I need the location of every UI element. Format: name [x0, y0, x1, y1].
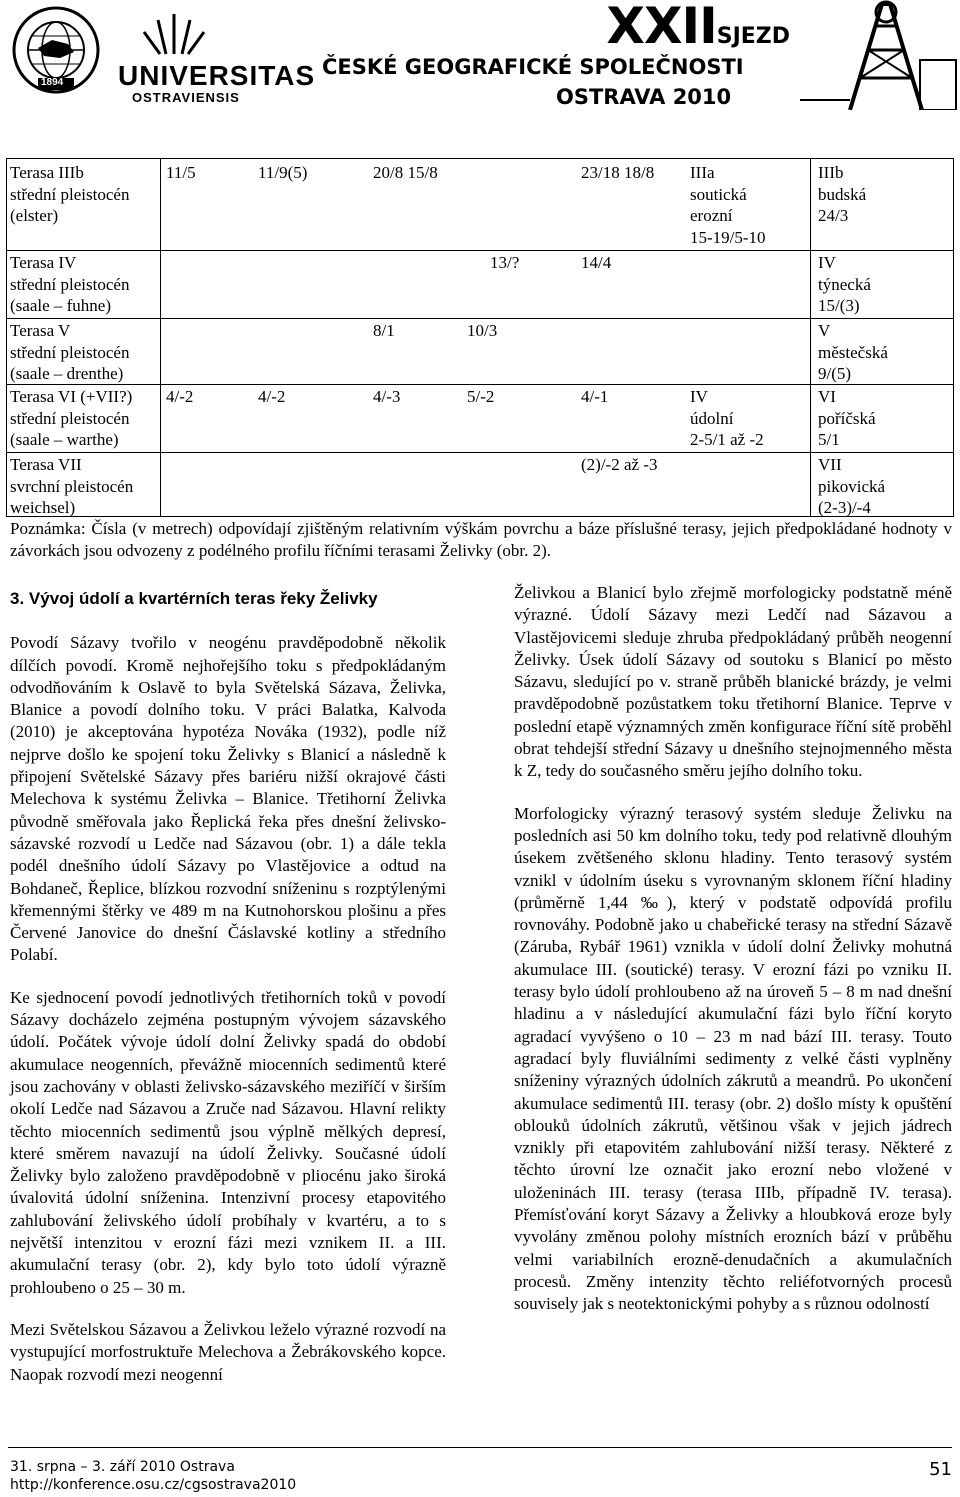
congress-word: SJEZD — [716, 24, 790, 49]
terrace-type: V městečská 9/(5) — [818, 321, 888, 383]
mine-tower-illustration — [790, 0, 960, 110]
table-cell: 20/8 15/8 — [373, 163, 438, 182]
table-cell: 4/-2 — [166, 387, 194, 406]
terrace-label: Terasa V střední pleistocén (saale – drenthe) — [10, 321, 130, 383]
table-cell: 11/5 — [166, 163, 196, 182]
terrace-label: Terasa IV střední pleistocén (saale – fuhne) — [10, 253, 130, 315]
footer-info — [10, 1458, 296, 1494]
terrace-label: Terasa VII svrchní pleistocén weichsel) — [10, 455, 134, 517]
society-name: ČESKÉ GEOGRAFICKÉ SPOLEČNOSTI — [322, 55, 744, 79]
table-cell: 5/-2 — [467, 387, 495, 406]
right-column — [514, 582, 952, 1336]
terrace-label: Terasa VI (+VII?) střední pleistocén (saale – warthe) — [10, 387, 133, 449]
footer-url[interactable]: http://konference.osu.cz/cgsostrava2010 — [10, 1477, 297, 1493]
paragraph: Povodí Sázavy tvořilo v neogénu pravděpodobně několik dílčích povodí. Kromě nejhořejšího toku s předpokládaným odvodňováním k Oslavě to byla Světelská Sázava, Želivka, Blanice a povodí dolního toku. V práci Balatka, Kalvoda (2010) je akceptována hypotéza Nováka (1932), podle níž nejprve došlo ke spojení toku Želivky s Blanicí a následně k připojení Světelské Sázavy přes bariéru nižší okrajové části Melechova k systému Želivka – Blanice. Třetihorní Želivka původně směřovala jako Řeplická řeka přes dnešní želivsko-sázavské rozvodí u Ledče nad Sázavou (obr. 1) a dále tekla podél dnešního údolí Sázavy po Vlastějovice a odtud na Bohdaneč, Řeplice, blízkou rozvodní sníženinu s rozptýlenými křemennými štěrky ve 489 m na Kutnohorskou plošinu a přes Červené Janovice do dnešní Čáslavské kotliny a středního Polabí. — [10, 633, 446, 965]
society-seal-logo — [8, 6, 104, 94]
table-cell: 13/? — [490, 253, 520, 272]
table-cell: 23/18 18/8 — [581, 163, 655, 182]
page-number: 51 — [929, 1459, 952, 1480]
table-cell: (2)/-2 až -3 — [581, 455, 658, 474]
terrace-label: Terasa IIIb střední pleistocén (elster) — [10, 163, 130, 225]
congress-number: XXII — [606, 0, 717, 55]
congress-title — [560, 0, 790, 55]
seal-year: 1894 — [41, 77, 64, 88]
paragraph: Ke sjednocení povodí jednotlivých třetihorních toků v povodí Sázavy docházelo zejména postupným vývojem sázavského údolí. Počátek vývoje údolí dolní Želivky spadá do období akumulace neogenních, převážně miocenních sedimentů které jsou zachovány v oblasti želivsko-sázavského meziříčí v širším okolí Ledče nad Sázavou a Zruče nad Sázavou. Hlavní relikty těchto miocenních sedimentů jsou výplně mělkých depresí, které směrem navazují na údolí Želivky. Současné údolí Želivky bylo založeno pravděpodobně v pliocénu jako široká úvalovitá údolní sníženina. Intenzivní procesy etapovitého zahlubování želivského údolí probíhaly v kvartéru, a to s největší intenzitou v erozní fázi mezi vznikem II. a III. akumulační terasy (obr. 2), kdy bylo toto údolí výrazně prohloubeno o 25 – 30 m. — [10, 987, 446, 1297]
table-cell-extra: IIIa soutická erozní 15-19/5-10 — [690, 163, 766, 247]
table-cell-extra: IV údolní 2-5/1 až -2 — [690, 387, 764, 449]
table-note: Poznámka: Čísla (v metrech) odpovídají zjištěným relativním výškám povrchu a báze příslušné terasy, jejich předpokládané hodnoty v závorkách jsou odvozeny z podélného profilu říčními terasami Želivky (obr. 2). — [10, 519, 952, 560]
footer-divider — [8, 1447, 952, 1448]
terrace-type: VII pikovická (2-3)/-4 — [818, 455, 886, 517]
university-subname: OSTRAVIENSIS — [132, 90, 240, 105]
university-emblem-icon — [118, 8, 230, 56]
table-cell: 4/-2 — [258, 387, 286, 406]
table-cell: 11/9(5) — [258, 163, 308, 182]
table-cell: 4/-1 — [581, 387, 609, 406]
congress-place: OSTRAVA 2010 — [556, 85, 732, 109]
table-cell: 10/3 — [467, 321, 498, 340]
table-cell: 8/1 — [373, 321, 395, 340]
left-column — [10, 588, 446, 1406]
terrace-type: IV týnecká 15/(3) — [818, 253, 871, 315]
table-cell: 14/4 — [581, 253, 612, 272]
table-cell: 4/-3 — [373, 387, 401, 406]
university-name: UNIVERSITAS — [118, 60, 316, 91]
university-logo — [118, 8, 315, 105]
terrace-type: VI poříčská 5/1 — [818, 387, 876, 449]
footer-dates: 31. srpna – 3. září 2010 Ostrava — [10, 1459, 235, 1475]
paragraph: Morfologicky výrazný terasový systém sleduje Želivku na posledních asi 50 km dolního toku, tedy pod relativně dlouhým úsekem zvětšeného sklonu hladiny. Tento terasový systém vznikl v údolním úseku s vyrovnaným sklonem říční hladiny (průměrně 1,44 ‰), který v podstatě odpovídá profilu rovnováhy. Podobně jako u chabeřické terasy na střední Sázavě (Záruba, Rybář 1961) vznikla v údolí dolní Želivky mohutná akumulace III. (soutické) terasy. V erozní fázi po vzniku II. terasy bylo údolí prohloubeno až na úroveň 5 – 8 m nad dnešní hladinu a v následující akumulační fázi bylo říční koryto agradací vyvýšeno o 10 – 23 m nad bází III. terasy. Touto agradací byly fluviálními sedimenty z velké části vyplněny sníženiny výrazných údolních zákrutů a meandrů. Po ukončení akumulace sedimentů III. terasy (obr. 2) došlo místy k opuštění oblouků údolních zákrutů, většinou však v jejich jádrech vznikly při etapovitém zahlubování nižší terasy. Některé z těchto úrovní lze označit jako erozní nebo vložené v uloženinách III. terasy (terasa IIIb, případně IV. terasa). Přemísťování koryt Sázavy a Želivky a hloubková eroze byly vyvolány změnou polohy místních erozních bází v průběhu velmi variabilních erozně-denudačních a akumulačních procesů. Změny intenzity těchto reliéfotvorných procesů souvisely jak s neotektonickými pohyby a s různou odolností — [514, 803, 952, 1314]
paragraph: Mezi Světelskou Sázavou a Želivkou leželo výrazné rozvodí na vystupující morfostruktuře Melechova a Žebrákovského kopce. Naopak rozvodí mezi neogenní — [10, 1319, 446, 1384]
section-heading: 3. Vývoj údolí a kvartérních teras řeky Želivky — [10, 589, 378, 608]
terrace-type: IIIb budská 24/3 — [818, 163, 867, 225]
paragraph: Želivkou a Blanicí bylo zřejmě morfologicky podstatně méně výrazné. Údolí Sázavy mezi Ledčí nad Sázavou a Vlastějovicemi sleduje zhruba předpokládaný průběh neogenní Želivky. Úsek údolí Sázavy od soutoku s Blanicí po město Sázavu, sledující po v. straně průběh blanické brázdy, je velmi pravděpodobně pozůstatkem toku třetihorní Blanice. Teprve v poslední etapě významných změn konfigurace říční sítě proběhl obrat tehdejší střední Sázavy u dnešního stejnojmenného města k Z, tedy do současného směru jejího dolního toku. — [514, 583, 952, 781]
